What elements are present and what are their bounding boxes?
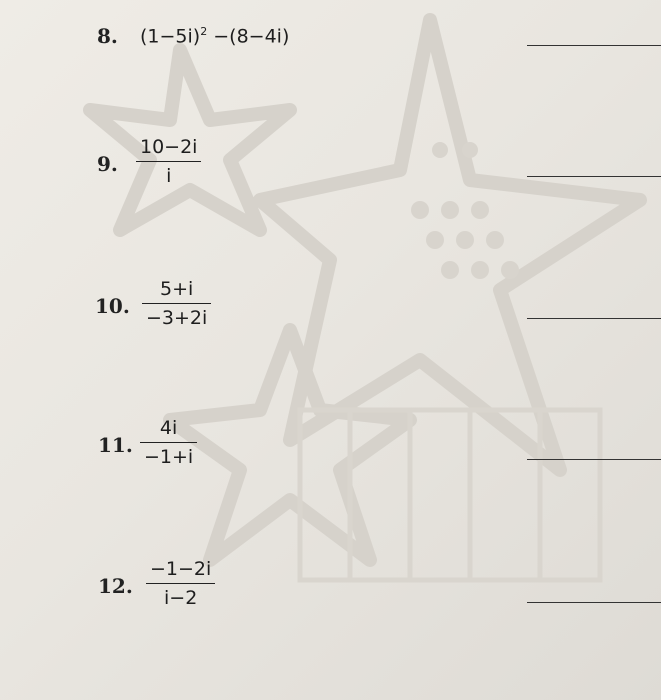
fraction bbox=[136, 136, 201, 187]
fraction-bar bbox=[146, 583, 215, 584]
numerator: 5+i bbox=[160, 278, 194, 300]
denominator: −3+2i bbox=[146, 307, 208, 329]
problem-11 bbox=[0, 417, 661, 497]
problem-number: 9. bbox=[97, 152, 118, 176]
answer-line bbox=[527, 459, 661, 460]
answer-line bbox=[527, 318, 661, 319]
problem-9 bbox=[0, 136, 661, 216]
denominator: i bbox=[166, 165, 172, 187]
problem-number: 8. bbox=[97, 24, 118, 48]
fraction-bar bbox=[140, 442, 197, 443]
answer-line bbox=[527, 45, 661, 46]
problem-number: 10. bbox=[95, 294, 130, 318]
numerator: 10−2i bbox=[140, 136, 198, 158]
fraction-bar bbox=[136, 161, 201, 162]
fraction bbox=[142, 278, 211, 329]
denominator: −1+i bbox=[144, 446, 194, 468]
numerator: −1−2i bbox=[150, 558, 212, 580]
numerator: 4i bbox=[159, 417, 178, 439]
problem-8 bbox=[0, 20, 661, 100]
problem-expression: $(1-5i)^2 -(8-4i)$ bbox=[140, 25, 290, 48]
fraction bbox=[140, 417, 197, 468]
denominator: i−2 bbox=[164, 587, 198, 609]
problem-12 bbox=[0, 558, 661, 638]
problem-number: 12. bbox=[98, 574, 133, 598]
fraction-bar bbox=[142, 303, 211, 304]
answer-line bbox=[527, 602, 661, 603]
problem-10 bbox=[0, 278, 661, 358]
problem-number: 11. bbox=[98, 433, 133, 457]
fraction bbox=[146, 558, 215, 609]
answer-line bbox=[527, 176, 661, 177]
